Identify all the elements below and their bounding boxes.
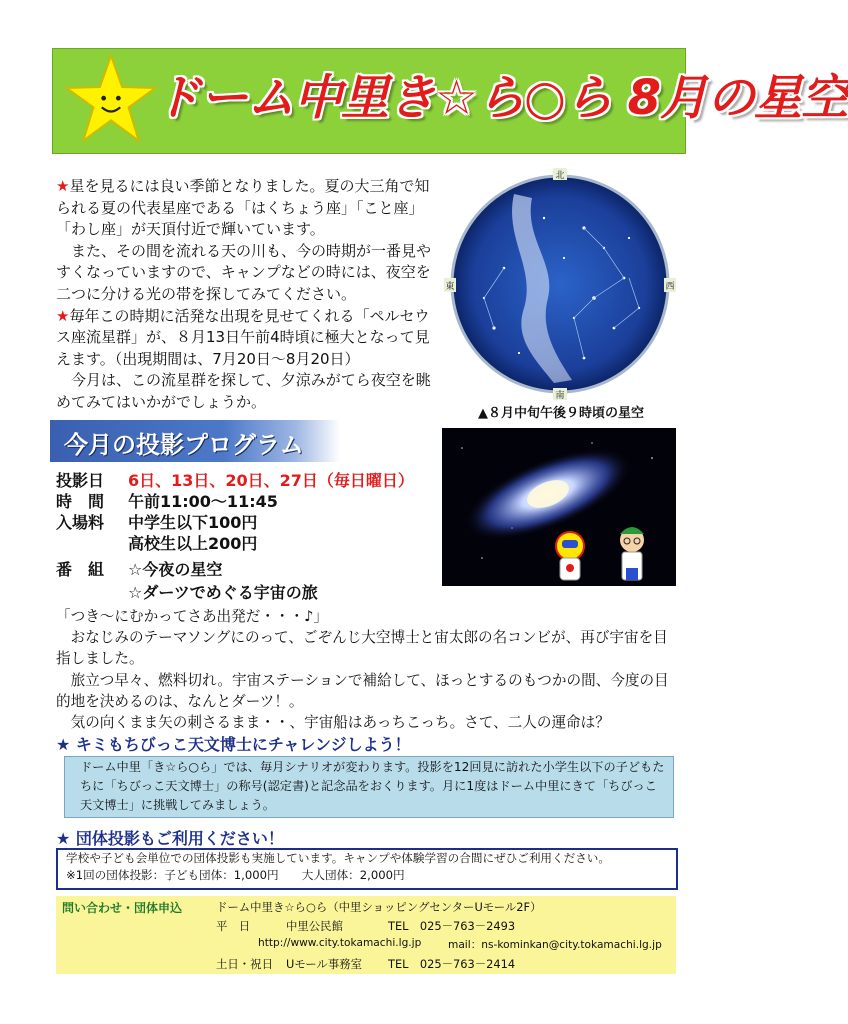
dir-north: 北 xyxy=(555,171,565,181)
group-text xyxy=(66,850,672,884)
show-value-1: ☆今夜の星空 xyxy=(128,560,223,579)
intro-paragraph xyxy=(56,176,432,241)
intro-paragraph: また、その間を流れる天の川も、今の時期が一番見やすくなっていますので、キャンプなどの時には、夜空を二つに分ける光の帯を探してみてください。 xyxy=(56,241,432,303)
header-banner xyxy=(52,48,848,154)
show-value-2: ☆ダーツでめぐる宇宙の旅 xyxy=(128,583,318,602)
show-label: 番 組 xyxy=(56,560,105,579)
weekday-place: 中里公民館 xyxy=(286,919,343,933)
email-link[interactable]: mail：ns-kominkan@city.tokamachi.lg.jp xyxy=(448,939,662,951)
date-label: 投影日 xyxy=(56,471,105,490)
program-row-fee xyxy=(56,510,436,531)
red-star-icon: ★ xyxy=(56,306,70,325)
dir-west: 西 xyxy=(665,282,675,292)
program-row-show xyxy=(56,557,436,580)
story-line: 気の向くまま矢の刺さるまま・・、宇宙船はあっちこっち。さて、二人の運命は？ xyxy=(56,714,610,732)
star-chart-image xyxy=(444,168,676,400)
dir-east: 東 xyxy=(445,282,455,292)
program-row-date xyxy=(56,468,436,489)
date-value: 6日、13日、20日、27日（毎日曜日） xyxy=(128,471,414,490)
program-row-show2 xyxy=(56,580,436,603)
red-star-icon: ★ xyxy=(56,177,70,195)
intro-p3: 毎年この時期に活発な出現を見せてくれる「ペルセウス座流星群」が、８月13日午前4時頃に極大となって見えます。（出現期間は、7月20日～8月20日） xyxy=(56,306,430,368)
group-line-1: 学校や子ども会単位での団体投影も実施しています。キャンプや体験学習の合間にぜひご利用ください。 xyxy=(66,851,610,865)
intro-text xyxy=(56,176,432,414)
program-banner xyxy=(50,420,340,462)
time-label: 時 間 xyxy=(56,492,105,511)
challenge-heading: ★ キミもちびっこ天文博士にチャレンジしよう！ xyxy=(56,735,411,754)
fee-value-senior: 高校生以上200円 xyxy=(128,534,258,553)
smiling-star-icon xyxy=(65,53,157,147)
program-banner-title: 今月の投影プログラム xyxy=(64,431,304,459)
program-details xyxy=(56,468,436,603)
story-line: 旅立つ早々、燃料切れ。宇宙ステーションで補給して、ほっとするのもつかの間、今度の目的地を決めるのは、なんとダーツ！。 xyxy=(56,671,669,710)
weekday-tel: TEL 025－763－2493 xyxy=(388,919,516,933)
intro-paragraph xyxy=(56,306,432,371)
fee-value-junior: 中学生以下100円 xyxy=(128,513,258,532)
fee-label: 入場料 xyxy=(56,513,105,532)
group-line-2: ※1回の団体投影：子ども団体：1,000円 大人団体：2,000円 xyxy=(66,868,405,882)
contact-title: 問い合わせ・団体申込 xyxy=(62,901,183,915)
holiday-label: 土日・祝日 xyxy=(216,957,273,971)
story-text xyxy=(56,606,676,733)
dir-south: 南 xyxy=(555,391,565,401)
story-line: 「つき～にむかってさあ出発だ・・・♪」 xyxy=(56,608,329,625)
weekday-label: 平 日 xyxy=(216,919,251,933)
holiday-place: Uモール事務室 xyxy=(286,957,362,971)
intro-p1: 星を見るには良い季節となりました。夏の大三角で知られる夏の代表星座である「はくちょう座」「こと座」「わし座」が天頂付近で輝いています。 xyxy=(56,177,430,239)
doctor-mascot xyxy=(620,527,644,580)
star-chart-caption: ▲８月中旬午後９時頃の星空 xyxy=(478,406,644,421)
program-row-time xyxy=(56,489,436,510)
group-heading: ★ 団体投影もご利用ください！ xyxy=(56,829,284,848)
holiday-tel: TEL 025－763－2414 xyxy=(388,957,516,971)
story-line: おなじみのテーマソングにのって、ごぞんじ大空博士と宙太郎の名コンビが、再び宇宙を目指しました。 xyxy=(56,629,668,668)
website-link[interactable]: http://www.city.tokamachi.lg.jp xyxy=(258,937,422,949)
program-row-fee2 xyxy=(56,531,436,552)
robot-mascot xyxy=(556,532,584,580)
contact-venue: ドーム中里き☆ら○ら（中里ショッピングセンターUモール2F） xyxy=(216,900,542,914)
galaxy-image xyxy=(442,428,676,586)
intro-paragraph: 今月は、この流星群を探して、夕涼みがてら夜空を眺めてみてはいかがでしょうか。 xyxy=(56,371,431,411)
challenge-text: ドーム中里「き☆ら○ら」では、毎月シナリオが変わります。投影を12回見に訪れた小学生以下の子どもたちに「ちびっこ天文博士」の称号(認定書)と記念品をおくります。月に1度はドーム中里にきて「ちびっこ天文博士」に挑戦してみましょう。 xyxy=(80,760,665,812)
page-title: ドーム中里き☆ら○ら 8月の星空 xyxy=(153,70,848,126)
time-value: 午前11:00～11:45 xyxy=(128,492,278,511)
